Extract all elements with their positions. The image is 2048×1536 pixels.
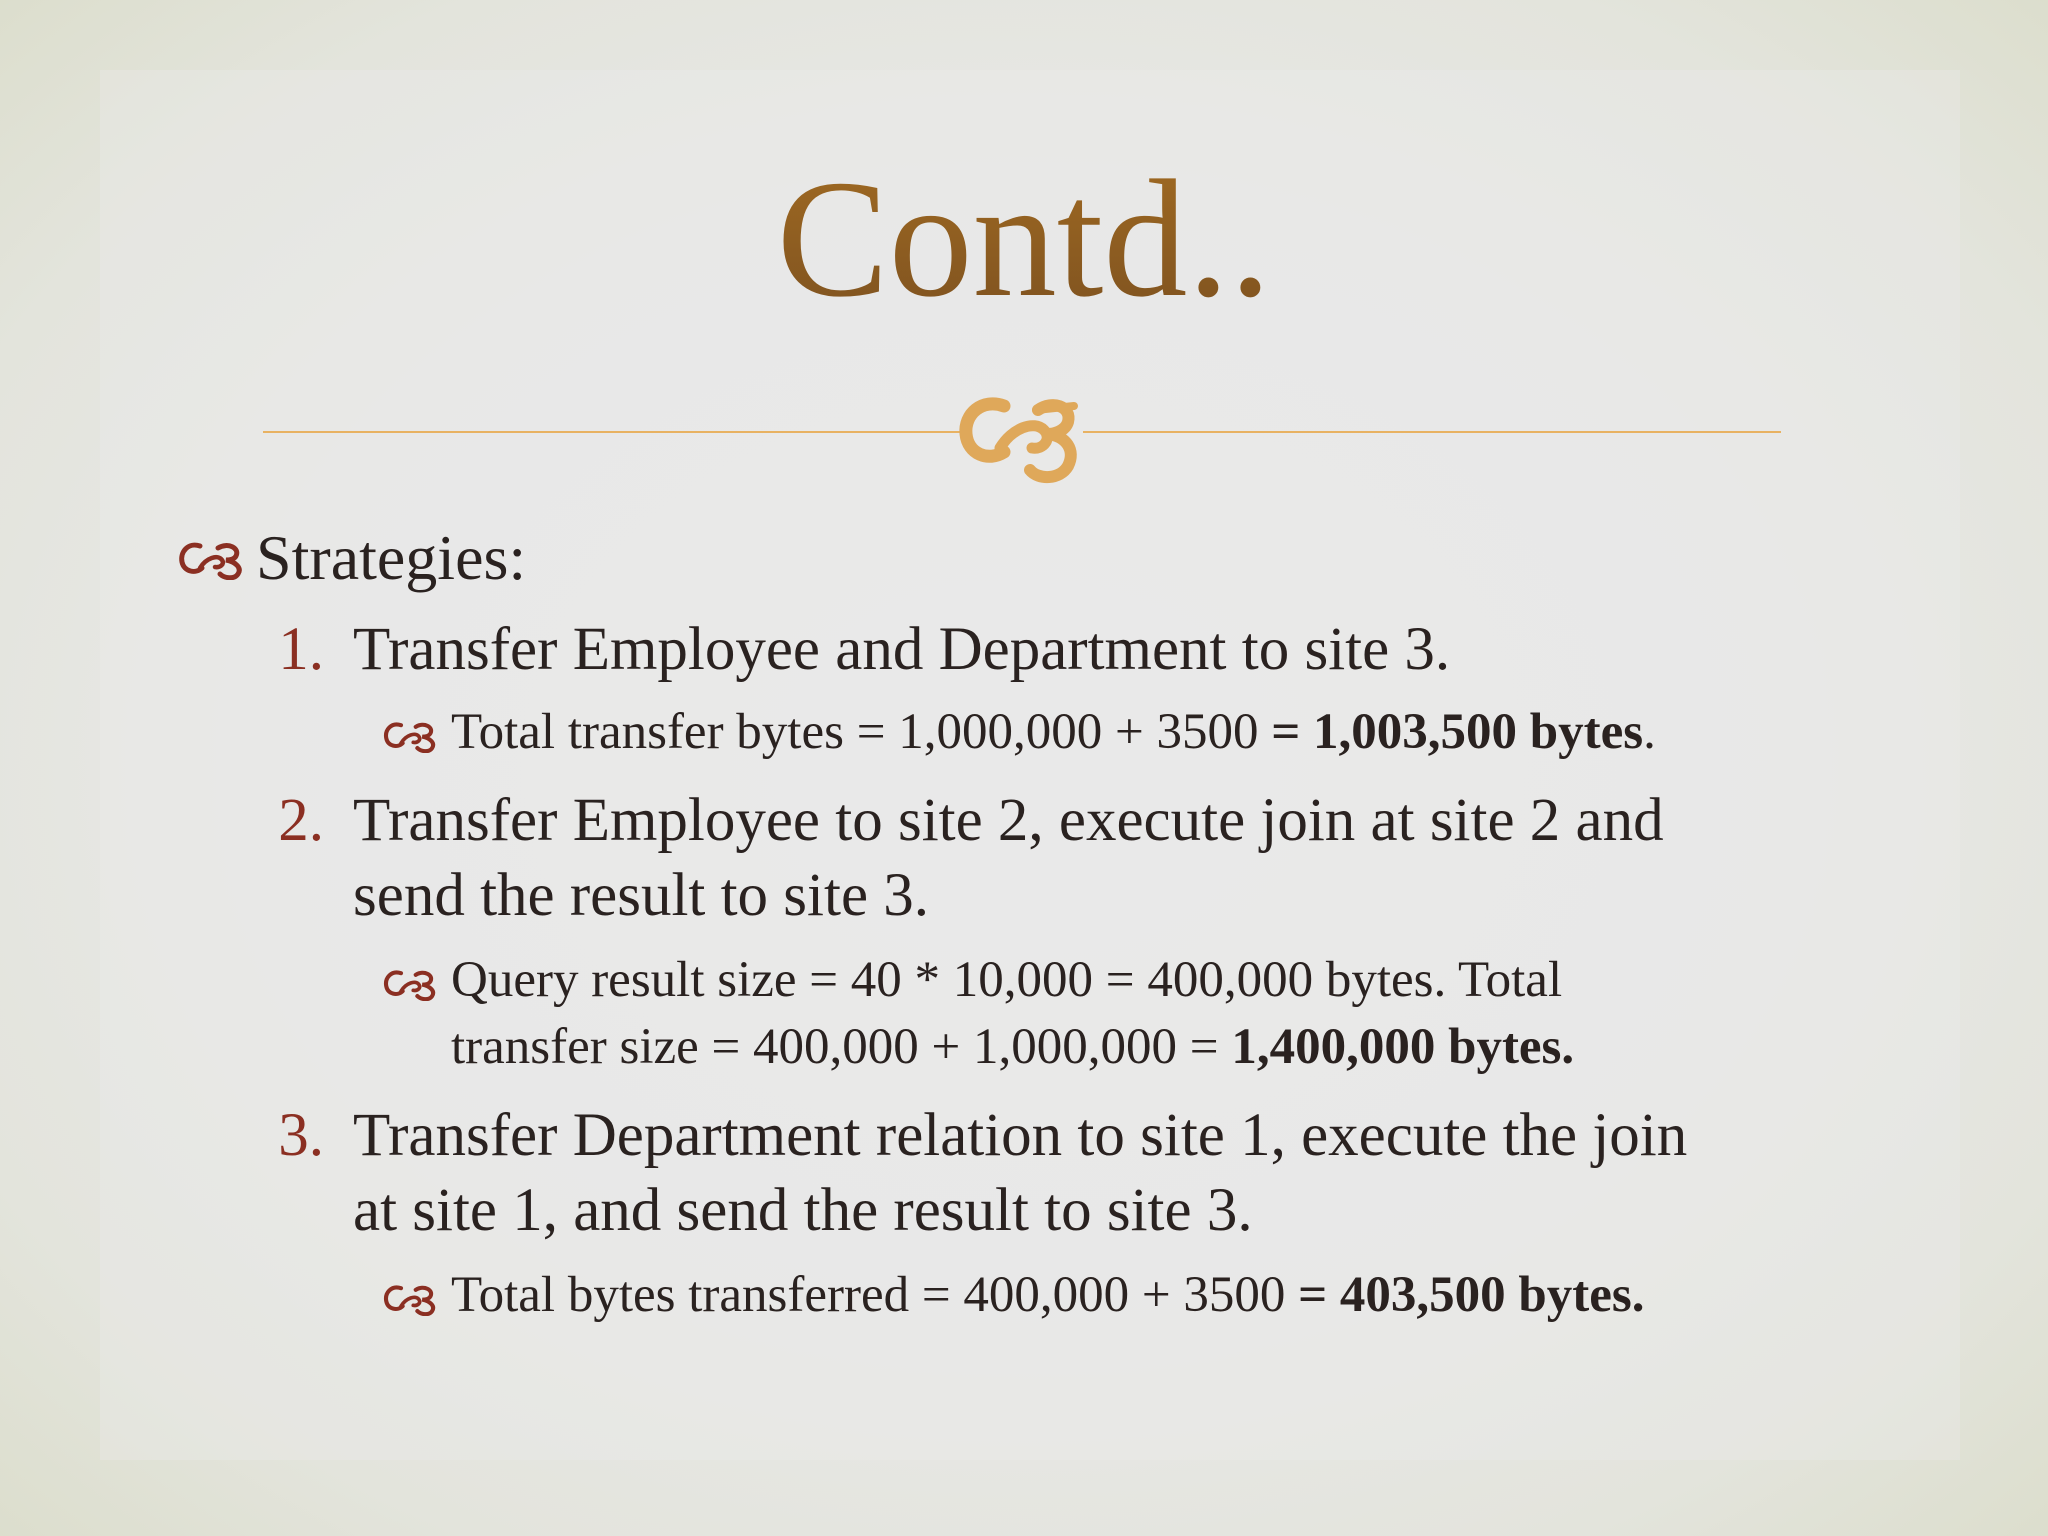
list-number-2: 2.: [278, 787, 324, 854]
list-number-1: 1.: [278, 616, 324, 683]
list-item-3-line-1: Transfer Department relation to site 1, execute the join: [353, 1102, 1688, 1169]
sub-item-2-line-1-plain: Query result size = 40 * 10,000 = 400,000 bytes. Total: [451, 952, 1563, 1008]
scroll-bullet-icon: [383, 965, 437, 1001]
list-item-2-line-1: Transfer Employee to site 2, execute join at site 2 and: [353, 787, 1664, 854]
scroll-bullet-icon: [178, 536, 244, 580]
sub-item-2-line-2-bold: 1,400,000 bytes.: [1231, 1019, 1575, 1075]
scroll-bullet-icon: [383, 717, 437, 753]
sub-item-2-line-1: [451, 952, 1563, 1008]
list-item-3-line-2: at site 1, and send the result to site 3.: [353, 1177, 1253, 1244]
sub-item-3-plain: Total bytes transferred = 400,000 + 3500: [451, 1267, 1299, 1323]
slide-title: Contd..: [0, 155, 2048, 323]
sub-item-3-text: [451, 1267, 1645, 1323]
sub-item-1-text: [451, 704, 1656, 760]
list-item-2-line-2: send the result to site 3.: [353, 862, 930, 929]
sub-item-1-tail: .: [1643, 704, 1656, 760]
sub-item-3-bold: = 403,500 bytes.: [1298, 1267, 1645, 1323]
list-item-1-line-1: Transfer Employee and Department to site 3.: [353, 616, 1451, 683]
sub-item-2-line-2-plain: transfer size = 400,000 + 1,000,000 =: [451, 1019, 1232, 1075]
sub-item-2-line-2: [451, 1019, 1575, 1075]
sub-item-1-bold: = 1,003,500 bytes: [1271, 704, 1644, 760]
list-number-3: 3.: [278, 1102, 324, 1169]
bullet-strategies-text: Strategies:: [256, 522, 527, 593]
scroll-bullet-icon: [383, 1280, 437, 1316]
sub-item-1-plain: Total transfer bytes = 1,000,000 + 3500: [451, 704, 1272, 760]
